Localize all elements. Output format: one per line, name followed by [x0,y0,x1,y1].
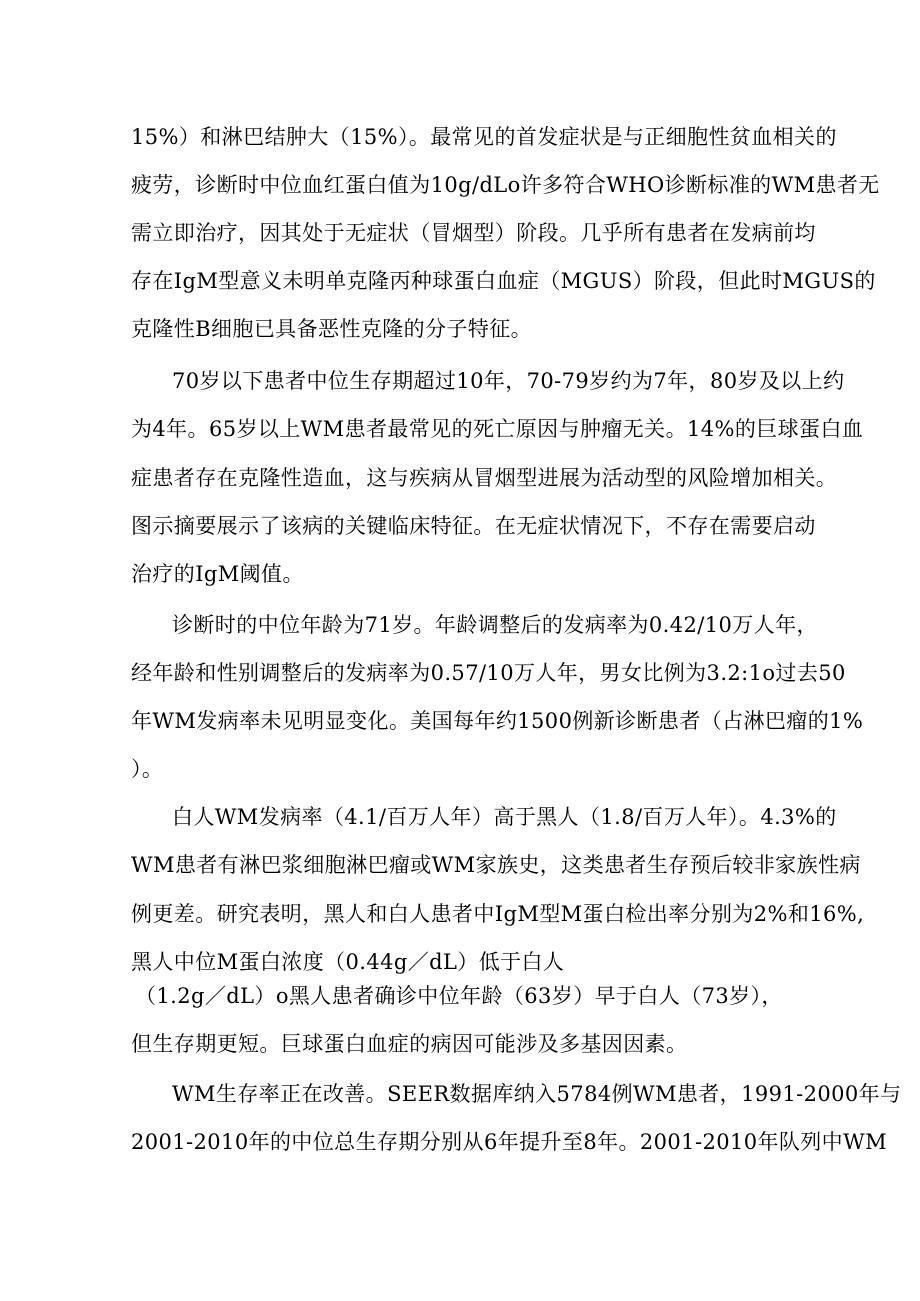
text-line-12: 经年龄和性别调整后的发病率为0.57/10万人年，男女比例为3.2:1o过去50 [131,661,846,685]
text-line-9: 图示摘要展示了该病的关键临床特征。在无症状情况下，不存在需要启动 [131,514,816,538]
text-line-4: 存在IgM型意义未明单克隆丙种球蛋白血症（MGUS）阶段，但此时MGUS的 [131,269,876,293]
text-line-11: 诊断时的中位年龄为71岁。年龄调整后的发病率为0.42/10万人年， [172,613,818,637]
text-line-14: ）。 [131,757,164,781]
text-line-21: WM生存率正在改善。SEER数据库纳入5784例WM患者，1991-2000年与 [172,1082,902,1106]
text-line-10: 治疗的IgM阈值。 [131,562,304,586]
text-line-16: WM患者有淋巴浆细胞淋巴瘤或WM家族史，这类患者生存预后较非家族性病 [131,853,861,877]
text-line-22: 2001-2010年的中位总生存期分别从6年提升至8年。2001-2010年队列中WM [131,1130,887,1154]
text-line-5: 克隆性B细胞已具备恶性克隆的分子特征。 [131,317,533,341]
text-line-18: 黑人中位M蛋白浓度（0.44g／dL）低于白人 [131,950,565,974]
text-line-7: 为4年。65岁以上WM患者最常见的死亡原因与肿瘤无关。14%的巨球蛋白血 [131,417,864,441]
text-line-17: 例更差。研究表明，黑人和白人患者中IgM型M蛋白检出率分别为2%和16%, [131,902,865,926]
text-line-13: 年WM发病率未见明显变化。美国每年约1500例新诊断患者（占淋巴瘤的1% [131,709,864,733]
text-line-3: 需立即治疗，因其处于无症状（冒烟型）阶段。几乎所有患者在发病前均 [131,221,816,245]
text-line-19: （1.2g／dL）o黑人患者确诊中位年龄（63岁）早于白人（73岁）， [135,984,783,1008]
text-line-8: 症患者存在克隆性造血，这与疾病从冒烟型进展为活动型的风险增加相关。 [131,466,838,490]
text-line-1: 15%）和淋巴结肿大（15%）。最常见的首发症状是与正细胞性贫血相关的 [131,125,837,149]
text-line-2: 疲劳，诊断时中位血红蛋白值为10g/dLo许多符合WHO诊断标准的WM患者无 [131,173,880,197]
text-line-6: 70岁以下患者中位生存期超过10年，70-79岁约为7年，80岁及以上约 [172,369,845,393]
text-line-20: 但生存期更短。巨球蛋白血症的病因可能涉及多基因因素。 [131,1032,688,1056]
text-line-15: 白人WM发病率（4.1/百万人年）高于黑人（1.8/百万人年）。4.3%的 [172,805,837,829]
